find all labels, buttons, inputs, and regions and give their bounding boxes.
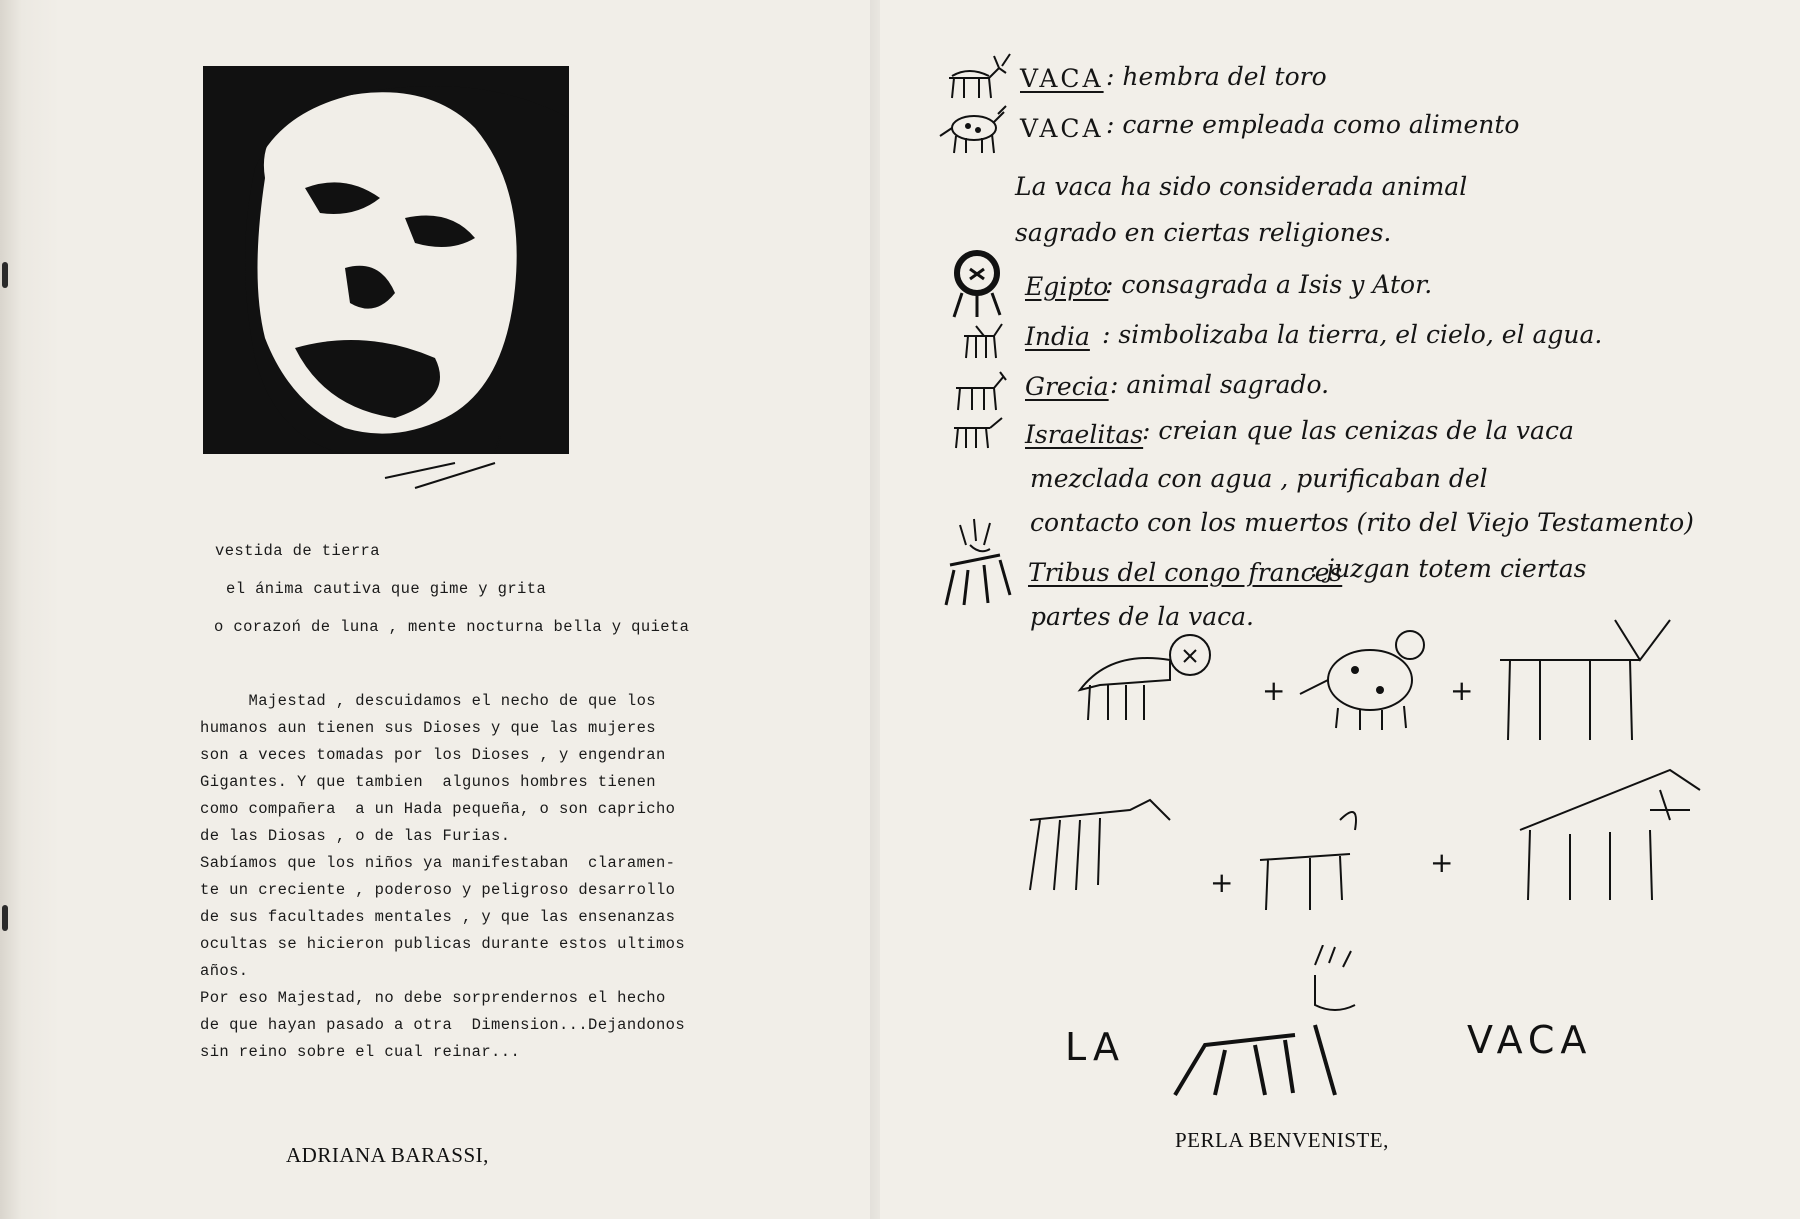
author-signature: PERLA BENVENISTE, <box>1175 1128 1389 1152</box>
binding-hole <box>2 262 8 288</box>
poem-line: vestida de tierra <box>215 542 380 560</box>
prose-line: de que hayan pasado a otra Dimension...Dejandonos <box>200 1016 686 1034</box>
prose-line: de las Diosas , o de las Furias. <box>200 827 511 845</box>
country-label: Grecia <box>1025 372 1109 401</box>
title-vaca: VACA <box>1467 1018 1593 1062</box>
right-page <box>880 0 1800 1219</box>
prose-line: de sus facultades mentales , y que las ensenanzas <box>200 908 676 926</box>
svg-text:+: + <box>1450 674 1474 707</box>
handwritten-line: contacto con los muertos (rito del Viejo Testamento) <box>1030 508 1694 537</box>
cow-doodle-icon <box>950 368 1010 418</box>
poem-line: el ánima cautiva que gime y grita <box>226 580 547 598</box>
country-label: India <box>1025 322 1090 351</box>
prose-line: ocultas se hicieron publicas durante estos ultimos <box>200 935 686 953</box>
prose-line: te un creciente , poderoso y peligroso desarrollo <box>200 881 676 899</box>
definition-label: VACA <box>1020 64 1104 93</box>
author-signature: ADRIANA BARASSI, <box>286 1143 489 1167</box>
prose-line: humanos aun tienen sus Dioses y que las mujeres <box>200 719 656 737</box>
country-text: : creian que las cenizas de la vaca <box>1142 416 1574 445</box>
poem-line: o corazoń de luna , mente nocturna bella y quieta <box>214 618 690 636</box>
country-text: : juzgan totem ciertas <box>1310 554 1587 583</box>
lion-doodle-icon <box>942 245 1012 320</box>
prose-line: años. <box>200 962 249 980</box>
cow-doodle-icon <box>956 318 1006 368</box>
animal-equation-row-2 <box>1010 760 1740 920</box>
definition-label: VACA <box>1020 114 1104 143</box>
cow-doodle-icon <box>950 412 1010 452</box>
prose-line: Majestad , descuidamos el necho de que los <box>200 692 656 710</box>
prose-line: Gigantes. Y que tambien algunos hombres tienen <box>200 773 656 791</box>
handwritten-line: partes de la vaca. <box>1030 602 1254 631</box>
title-la: LA <box>1065 1025 1126 1069</box>
prose-line: Sabíamos que los niños ya manifestaban claramen- <box>200 854 676 872</box>
prose-line: son a veces tomadas por los Dioses , y engendran <box>200 746 666 764</box>
cow-figure-doodle <box>1165 945 1365 1115</box>
prose-line: Por eso Majestad, no debe sorprendernos el hecho <box>200 989 666 1007</box>
country-text: : animal sagrado. <box>1110 370 1330 399</box>
country-text: : simbolizaba la tierra, el cielo, el agua. <box>1102 320 1603 349</box>
country-label: Israelitas <box>1025 420 1144 449</box>
tribal-figure-icon <box>940 515 1020 610</box>
definition-text: : carne empleada como alimento <box>1106 110 1520 139</box>
prose-line: como compañera a un Hada pequeña, o son capricho <box>200 800 676 818</box>
country-label: Egipto <box>1025 272 1109 301</box>
cow-doodle-icon <box>936 98 1016 158</box>
left-page <box>0 0 880 1219</box>
country-label: Tribus del congo frances <box>1028 558 1343 587</box>
definition-text: : hembra del toro <box>1106 62 1327 91</box>
svg-text:+: + <box>1430 846 1454 879</box>
handwritten-line: sagrado en ciertas religiones. <box>1015 218 1392 247</box>
handwritten-line: mezclada con agua , purificaban del <box>1030 464 1488 493</box>
country-text: : consagrada a Isis y Ator. <box>1105 270 1433 299</box>
prose-line: sin reino sobre el cual reinar... <box>200 1043 521 1061</box>
svg-text:+: + <box>1210 866 1234 899</box>
binding-hole <box>2 905 8 931</box>
svg-text:+: + <box>1262 674 1286 707</box>
woodcut-portrait <box>195 58 580 498</box>
animal-equation-row-1 <box>1070 610 1750 750</box>
handwritten-line: La vaca ha sido considerada animal <box>1015 172 1468 201</box>
